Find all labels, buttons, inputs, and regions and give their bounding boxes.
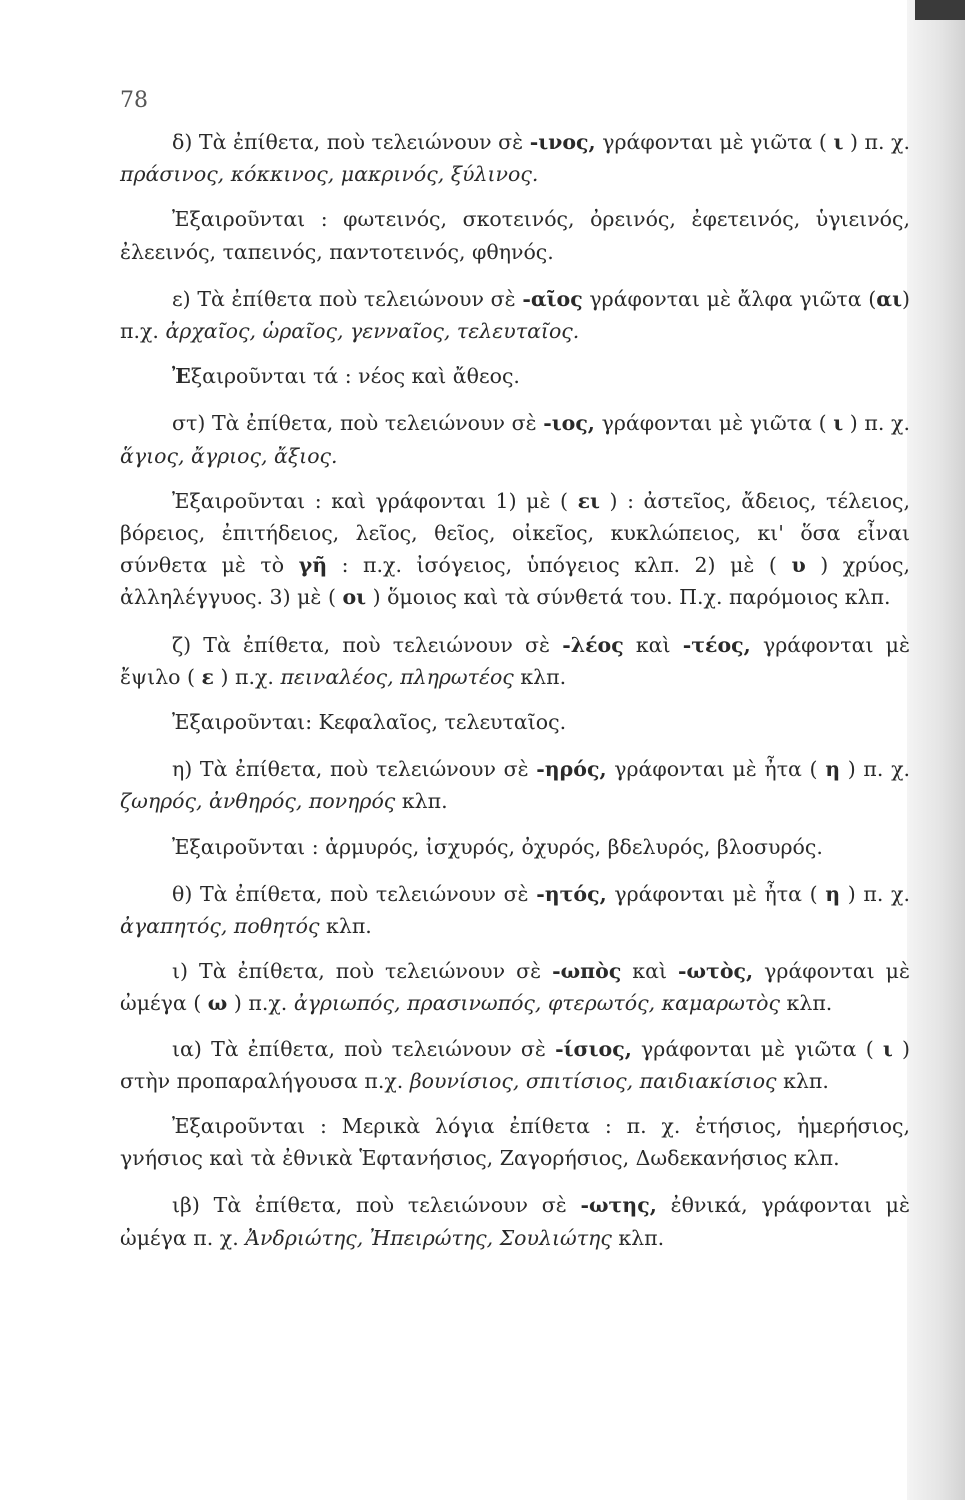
letter-term: ι [833, 411, 844, 436]
exceptions-paragraph [120, 360, 910, 392]
text-run: κλπ. [780, 991, 833, 1016]
exceptions-paragraph [120, 485, 910, 614]
text-run: : π.χ. ἰσόγειος, ὑπόγειος κλπ. 2) μὲ ( [327, 553, 792, 578]
text-run: γράφονται μὲ γιῶτα ( [631, 1036, 883, 1061]
rule-paragraph [120, 629, 910, 693]
letter-term: ω [207, 991, 228, 1016]
text-run: γράφονται μὲ γιῶτα ( [595, 130, 834, 154]
text-run: ) π. χ. [843, 130, 910, 154]
letter-term: υ [791, 553, 806, 578]
text-run: γράφονται μὲ γιῶτα ( [594, 411, 834, 436]
text-run: ) π.χ. [227, 991, 294, 1016]
page-edge-shadow [907, 0, 965, 1500]
text-run: ἐθνικά, γράφονται μὲ ὠμέγα π. χ. [120, 1193, 910, 1250]
ending-term: γῆ [298, 553, 328, 578]
text-run: καὶ [623, 632, 683, 657]
example-words: ἀγριωπός, πρασινωπός, φτερωτός, καμαρωτὸς [293, 991, 780, 1016]
text-run: ) ὅμοιος καὶ τὰ σύνθετά του. Π.χ. παρόμοιος κλπ. [366, 585, 891, 610]
text-run: κλπ. [395, 789, 448, 814]
rule-paragraph [120, 1033, 910, 1097]
example-words: ἀρχαῖος, ὡραῖος, γενναῖος, τελευταῖος. [165, 319, 580, 344]
text-run: θ) Τὰ ἐπίθετα, ποὺ τελειώνουν σὲ [172, 881, 537, 906]
exceptions-paragraph [120, 831, 910, 863]
example-words: ἀγαπητός, ποθητός [120, 914, 320, 939]
text-run: γράφονται μὲ ἦτα ( [606, 757, 826, 782]
ending-term: -ητός, [536, 881, 607, 906]
text-run: ξαιροῦνται τά : νέος καὶ ἄθεος. [190, 364, 520, 389]
rule-paragraph [120, 1189, 910, 1253]
text-run: η) Τὰ ἐπίθετα, ποὺ τελειώνουν σὲ [172, 757, 537, 782]
ending-term: -ινος, [529, 130, 596, 154]
example-words: Ἀνδριώτης, Ἠπειρώτης, Σουλιώτης [245, 1225, 612, 1250]
ending-term: -λέος [562, 632, 624, 657]
body-text [120, 126, 910, 1267]
letter-term: ε [201, 664, 214, 689]
text-run: ) : ἀστεῖος, ἄδειος, τέλειος, βόρειος, ἐπιτήδειος, λεῖος, θεῖος, οἰκεῖος, κυκλώπειος, κι' ὅσα εἶναι σύνθετα μὲ τὸ [120, 488, 910, 578]
text-run: κλπ. [776, 1068, 829, 1093]
text-run: ιβ) Τὰ ἐπίθετα, ποὺ τελειώνουν σὲ [172, 1193, 581, 1218]
ending-term: -ωπὸς [552, 959, 622, 984]
text-run: ) π.χ. [213, 664, 281, 689]
text-run: γράφονται μὲ ἔψιλο ( [120, 632, 910, 689]
letter-term: ι [833, 130, 844, 154]
text-run: καὶ [621, 959, 679, 984]
ending-term: -αῖος [522, 286, 583, 311]
page-number: 78 [120, 88, 148, 113]
text-run: ε) Τὰ ἐπίθετα ποὺ τελειώνουν σὲ [172, 286, 523, 311]
rule-paragraph [120, 753, 910, 817]
letter-term: οι [342, 585, 367, 610]
text-run: ζ) Τὰ ἐπίθετα, ποὺ τελειώνουν σὲ [172, 632, 563, 657]
corner-mark [915, 0, 965, 20]
ending-term: -τέος, [682, 632, 751, 657]
text-run: Ἐξαιροῦνται : Μερικὰ λόγια ἐπίθετα : π. χ. ἐτήσιος, ἡμερήσιος, γνήσιος καὶ τὰ ἐθνικὰ Ἑφτανήσιος, Ζαγορήσιος, Δωδεκανήσιος κλπ. [120, 1114, 910, 1171]
example-words: βουνίσιος, σπιτίσιος, παιδιακίσιος [409, 1068, 777, 1093]
exceptions-paragraph [120, 706, 910, 738]
text-run: κλπ. [513, 664, 567, 689]
text-run: ) στὴν προπαραλήγουσα π.χ. [120, 1036, 911, 1093]
text-run: ια) Τὰ ἐπίθετα, ποὺ τελειώνουν σὲ [172, 1036, 556, 1061]
letter-term: η [825, 757, 841, 782]
text-run: γράφονται μὲ ὠμέγα ( [120, 959, 911, 1016]
example-words: ζωηρός, ἀνθηρός, πονηρός [120, 789, 396, 814]
rule-paragraph [120, 955, 910, 1019]
text-run: ) χρύος, ἀλληλέγγυος. 3) μὲ ( [120, 553, 911, 610]
ending-term: -ηρός, [536, 757, 607, 782]
text-run: κλπ. [611, 1225, 665, 1250]
rule-paragraph [120, 126, 910, 190]
letter-term: η [825, 881, 841, 906]
text-run: ) π. χ. [840, 757, 911, 782]
text-run: Ἐξαιροῦνται : φωτεινός, σκοτεινός, ὀρεινός, ἐφετεινός, ὑγιεινός, ἐλεεινός, ταπεινός, παντοτεινός, φθηνός. [120, 207, 910, 264]
letter-term: αι [876, 286, 902, 311]
example-words: πράσινος, κόκκινος, μακρινός, ξύλινος. [120, 162, 539, 187]
exceptions-paragraph [120, 1110, 910, 1174]
text-run: Ἐξαιροῦνται: Κεφαλαῖος, τελευταῖος. [172, 710, 567, 735]
text-run: γράφονται μὲ ἄλφα γιῶτα ( [582, 286, 877, 311]
text-run: ι) Τὰ ἐπίθετα, ποὺ τελειώνουν σὲ [172, 959, 553, 984]
text-run: στ) Τὰ ἐπίθετα, ποὺ τελειώνουν σὲ [172, 411, 544, 436]
text-run: κλπ. [319, 914, 372, 939]
ending-term: -ωτης, [580, 1193, 657, 1218]
ending-term: Ἐ [172, 364, 191, 389]
text-run: ) π. χ. [843, 411, 910, 436]
text-run: ) π. χ. [840, 881, 910, 906]
ending-term: -ωτὸς, [678, 959, 754, 984]
ending-term: -ιος, [543, 411, 595, 436]
rule-paragraph [120, 283, 910, 347]
letter-term: ει [577, 488, 600, 513]
text-run: ) π.χ. [120, 286, 910, 344]
rule-paragraph [120, 878, 910, 942]
text-run: γράφονται μὲ ἦτα ( [606, 881, 826, 906]
letter-term: ι [882, 1036, 893, 1061]
text-run: Ἐξαιροῦνται : ἁρμυρός, ἰσχυρός, ὀχυρός, βδελυρός, βλοσυρός. [172, 834, 823, 859]
text-run: δ) Τὰ ἐπίθετα, ποὺ τελειώνουν σὲ [172, 130, 530, 154]
ending-term: -ίσιος, [555, 1036, 632, 1061]
rule-paragraph [120, 407, 910, 471]
example-words: ἅγιος, ἄγριος, ἄξιος. [120, 443, 338, 468]
exceptions-paragraph [120, 203, 910, 267]
example-words: πειναλέος, πληρωτέος [280, 664, 514, 689]
text-run: Ἐξαιροῦνται : καὶ γράφονται 1) μὲ ( [172, 488, 578, 513]
